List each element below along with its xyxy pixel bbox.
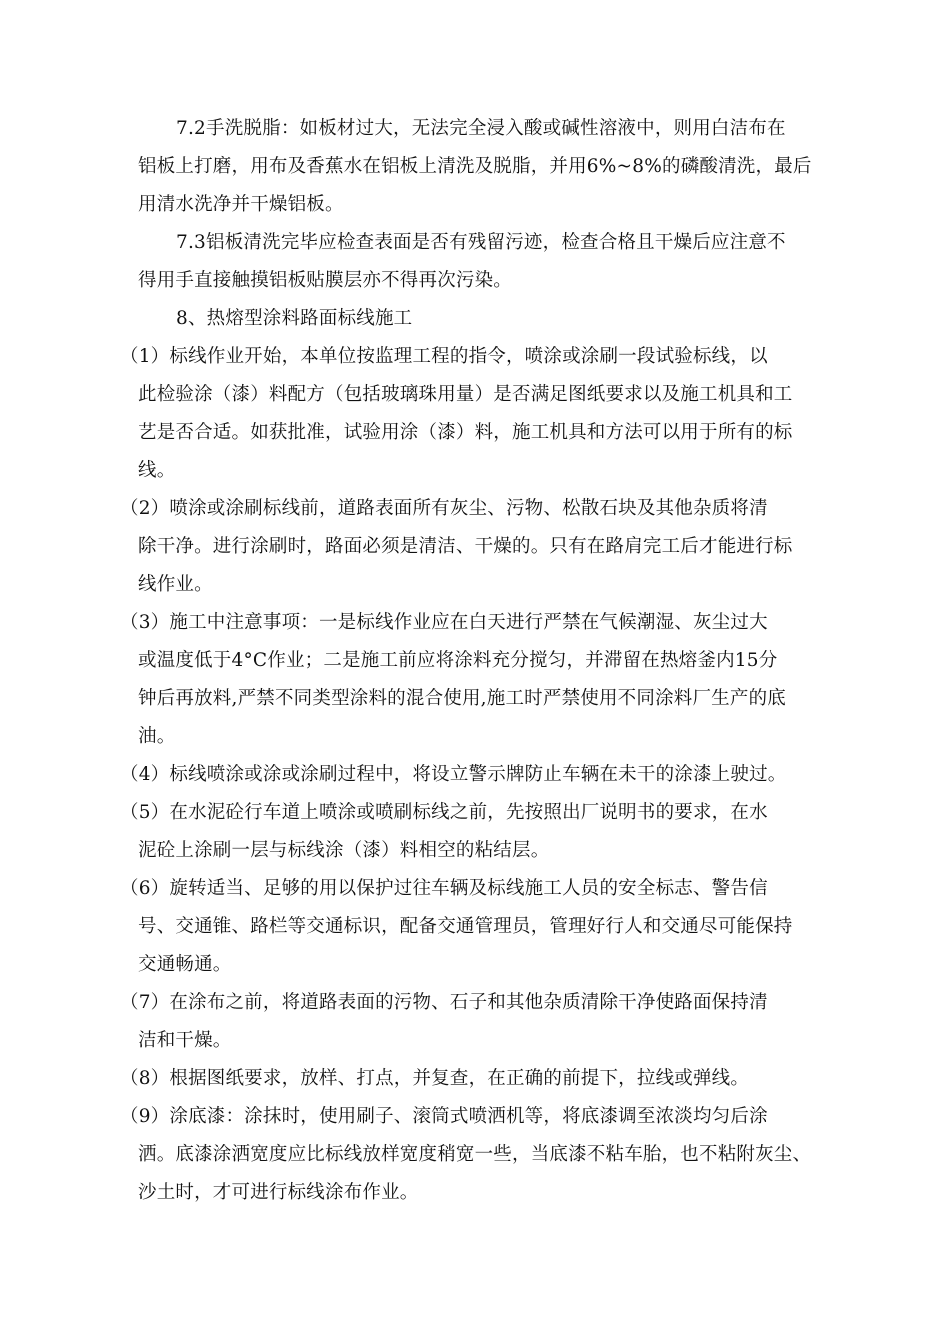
item-1-line-4: 线。	[138, 460, 176, 481]
item-1-line-3: 艺是否合适。如获批准，试验用涂（漆）料，施工机具和方法可以用于所有的标	[138, 422, 793, 443]
item-5-line-2: 泥砼上涂刷一层与标线涂（漆）料相空的粘结层。	[138, 840, 550, 861]
item-5-line-1: （5）在水泥砼行车道上喷涂或喷刷标线之前，先按照出厂说明书的要求，在水	[120, 802, 768, 823]
paragraph-7-3-line-1: 7.3铝板清洗完毕应检查表面是否有残留污迹，检查合格且干燥后应注意不	[176, 232, 786, 253]
item-2-line-2: 除干净。进行涂刷时，路面必须是清洁、干燥的。只有在路肩完工后才能进行标	[138, 536, 793, 557]
paragraph-7-2-line-1: 7.2手洗脱脂：如板材过大，无法完全浸入酸或碱性溶液中，则用白洁布在	[176, 118, 786, 139]
section-8-heading: 8、热熔型涂料路面标线施工	[176, 308, 413, 329]
item-8-line-1: （8）根据图纸要求，放样、打点，并复查，在正确的前提下，拉线或弹线。	[120, 1068, 750, 1089]
item-6-line-1: （6）旋转适当、足够的用以保护过往车辆及标线施工人员的安全标志、警告信	[120, 878, 768, 899]
paragraph-7-2-line-3: 用清水洗净并干燥铝板。	[138, 194, 344, 215]
item-4-line-1: （4）标线喷涂或涂或涂刷过程中，将设立警示牌防止车辆在未干的涂漆上驶过。	[120, 764, 787, 785]
paragraph-7-2-line-2: 铝板上打磨，用布及香蕉水在铝板上清洗及脱脂，并用6%~8%的磷酸清洗，最后	[138, 156, 812, 177]
item-2-line-3: 线作业。	[138, 574, 213, 595]
item-3-line-2: 或温度低于4°C作业；二是施工前应将涂料充分搅匀，并滞留在热熔釜内15分	[138, 650, 778, 671]
item-9-line-1: （9）涂底漆：涂抹时，使用刷子、滚筒式喷洒机等，将底漆调至浓淡均匀后涂	[120, 1106, 768, 1127]
item-7-line-1: （7）在涂布之前，将道路表面的污物、石子和其他杂质清除干净使路面保持清	[120, 992, 768, 1013]
item-6-line-2: 号、交通锥、路栏等交通标识，配备交通管理员，管理好行人和交通尽可能保持	[138, 916, 793, 937]
item-7-line-2: 洁和干燥。	[138, 1030, 232, 1051]
item-9-line-3: 沙土时，才可进行标线涂布作业。	[138, 1182, 419, 1203]
item-1-line-2: 此检验涂（漆）料配方（包括玻璃珠用量）是否满足图纸要求以及施工机具和工	[138, 384, 793, 405]
item-3-line-3: 钟后再放料,严禁不同类型涂料的混合使用,施工时严禁使用不同涂料厂生产的底	[138, 688, 786, 709]
item-2-line-1: （2）喷涂或涂刷标线前，道路表面所有灰尘、污物、松散石块及其他杂质将清	[120, 498, 768, 519]
item-9-line-2: 洒。底漆涂洒宽度应比标线放样宽度稍宽一些，当底漆不粘车胎，也不粘附灰尘、	[138, 1144, 812, 1165]
item-6-line-3: 交通畅通。	[138, 954, 232, 975]
item-1-line-1: （1）标线作业开始，本单位按监理工程的指令，喷涂或涂刷一段试验标线，以	[120, 346, 768, 367]
item-3-line-4: 油。	[138, 726, 176, 747]
item-3-line-1: （3）施工中注意事项：一是标线作业应在白天进行严禁在气候潮湿、灰尘过大	[120, 612, 768, 633]
paragraph-7-3-line-2: 得用手直接触摸铝板贴膜层亦不得再次污染。	[138, 270, 513, 291]
